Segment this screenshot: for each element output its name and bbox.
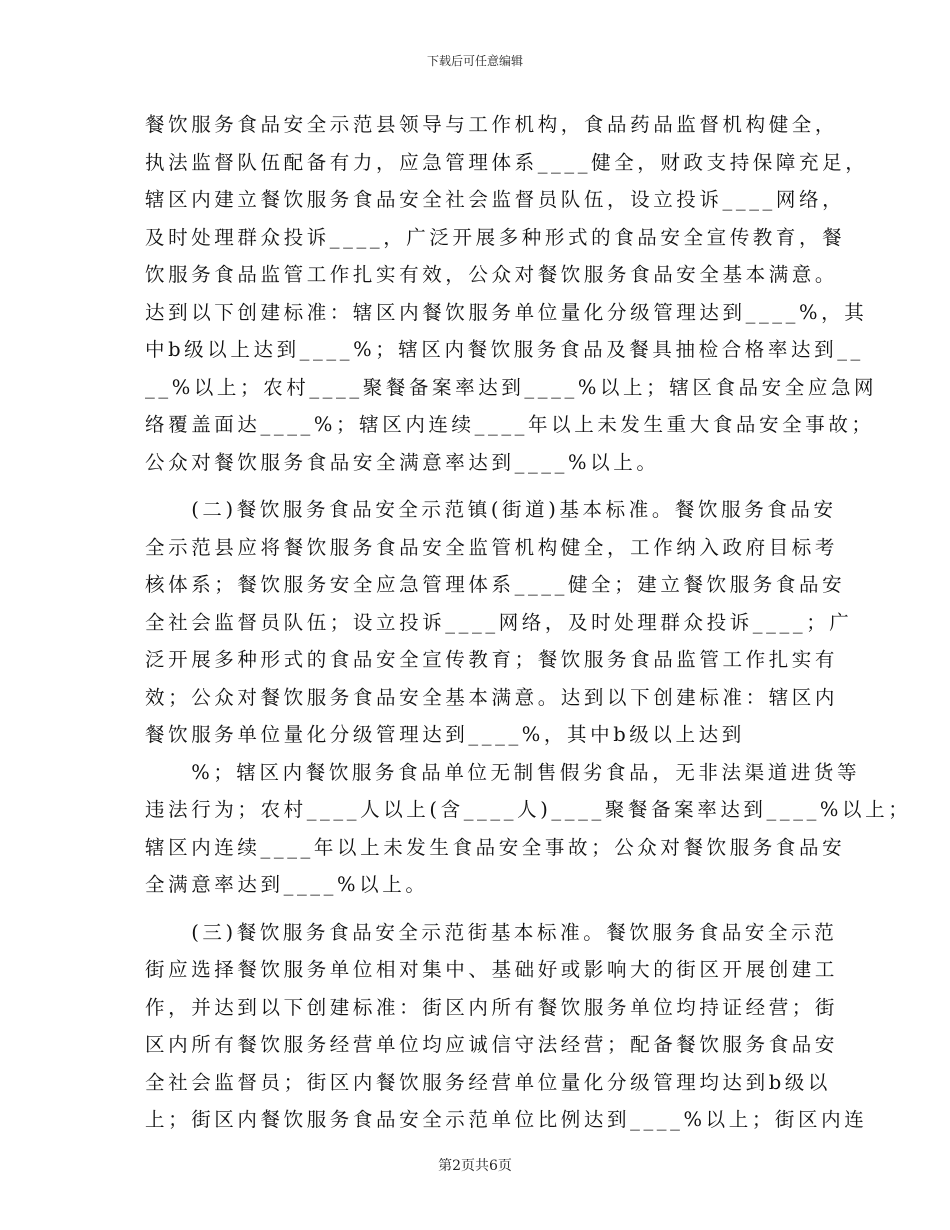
page-header: 下载后可任意编辑 — [426, 54, 523, 68]
text-line: 执法监督队伍配备有力，应急管理体系____健全，财政支持保障充足， — [145, 150, 869, 174]
text-line: %；辖区内餐饮服务食品单位无制售假劣食品，无非法渠道进货等 — [145, 760, 861, 784]
text-line: (三)餐饮服务食品安全示范街基本标准。餐饮服务食品安全示范 — [145, 920, 838, 944]
paragraph-3 — [145, 914, 868, 1139]
text-line: 效；公众对餐饮服务食品安全基本满意。达到以下创建标准：辖区内 — [145, 685, 839, 709]
paragraph-1 — [145, 106, 878, 481]
text-line: 餐饮服务食品安全示范县领导与工作机构，食品药品监督机构健全， — [145, 113, 839, 136]
document-body — [145, 106, 912, 1139]
text-line: 作，并达到以下创建标准：街区内所有餐饮服务单位均持证经营；街 — [145, 995, 839, 1019]
text-line: 中b级以上达到____%；辖区内餐饮服务食品及餐具抽检合格率达到__ — [145, 338, 864, 361]
text-line: 达到以下创建标准：辖区内餐饮服务单位量化分级管理达到____%，其 — [145, 300, 868, 324]
text-line: 辖区内建立餐饮服务食品安全社会监督员队伍，设立投诉____网络， — [145, 188, 846, 211]
text-line: 辖区内连续____年以上未发生食品安全事故；公众对餐饮服务食品安 — [145, 835, 846, 859]
text-line: 饮服务食品监管工作扎实有效，公众对餐饮服务食品安全基本满意。 — [145, 263, 839, 286]
text-line: 络覆盖面达____%；辖区内连续____年以上未发生重大食品安全事故； — [145, 413, 875, 436]
text-line: 泛开展多种形式的食品安全宣传教育；餐饮服务食品监管工作扎实有 — [145, 648, 839, 671]
page-number: 第2页共6页 — [438, 1158, 512, 1174]
text-line: 及时处理群众投诉____，广泛开展多种形式的食品安全宣传教育，餐 — [145, 225, 846, 249]
text-line: 区内所有餐饮服务经营单位均应诚信守法经营；配备餐饮服务食品安 — [145, 1033, 839, 1056]
text-line: 上；街区内餐饮服务食品安全示范单位比例达到____%以上；街区内连 — [145, 1108, 868, 1131]
text-line: 核体系；餐饮服务安全应急管理体系____健全；建立餐饮服务食品安 — [145, 573, 846, 596]
text-line: 全社会监督员队伍；设立投诉____网络，及时处理群众投诉____；广 — [145, 610, 853, 634]
text-line: (二)餐饮服务食品安全示范镇(街道)基本标准。餐饮服务食品安 — [145, 498, 837, 521]
text-line: 全社会监督员；街区内餐饮服务经营单位量化分级管理均达到b级以 — [145, 1070, 831, 1094]
text-line: 全满意率达到____%以上。 — [145, 873, 429, 896]
text-line: __%以上；农村____聚餐备案率达到____%以上；辖区食品安全应急网 — [145, 375, 878, 399]
text-line: 餐饮服务单位量化分级管理达到____%，其中b级以上达到 — [145, 723, 745, 746]
paragraph-2 — [145, 491, 912, 904]
text-line: 街应选择餐饮服务单位相对集中、基础好或影响大的街区开展创建工 — [145, 958, 839, 981]
text-line: 违法行为；农村____人以上(含____人)____聚餐备案率达到____%以上； — [145, 798, 912, 821]
text-line: 公众对餐饮服务食品安全满意率达到____%以上。 — [145, 450, 660, 474]
text-line: 全示范县应将餐饮服务食品安全监管机构健全，工作纳入政府目标考 — [145, 535, 839, 559]
